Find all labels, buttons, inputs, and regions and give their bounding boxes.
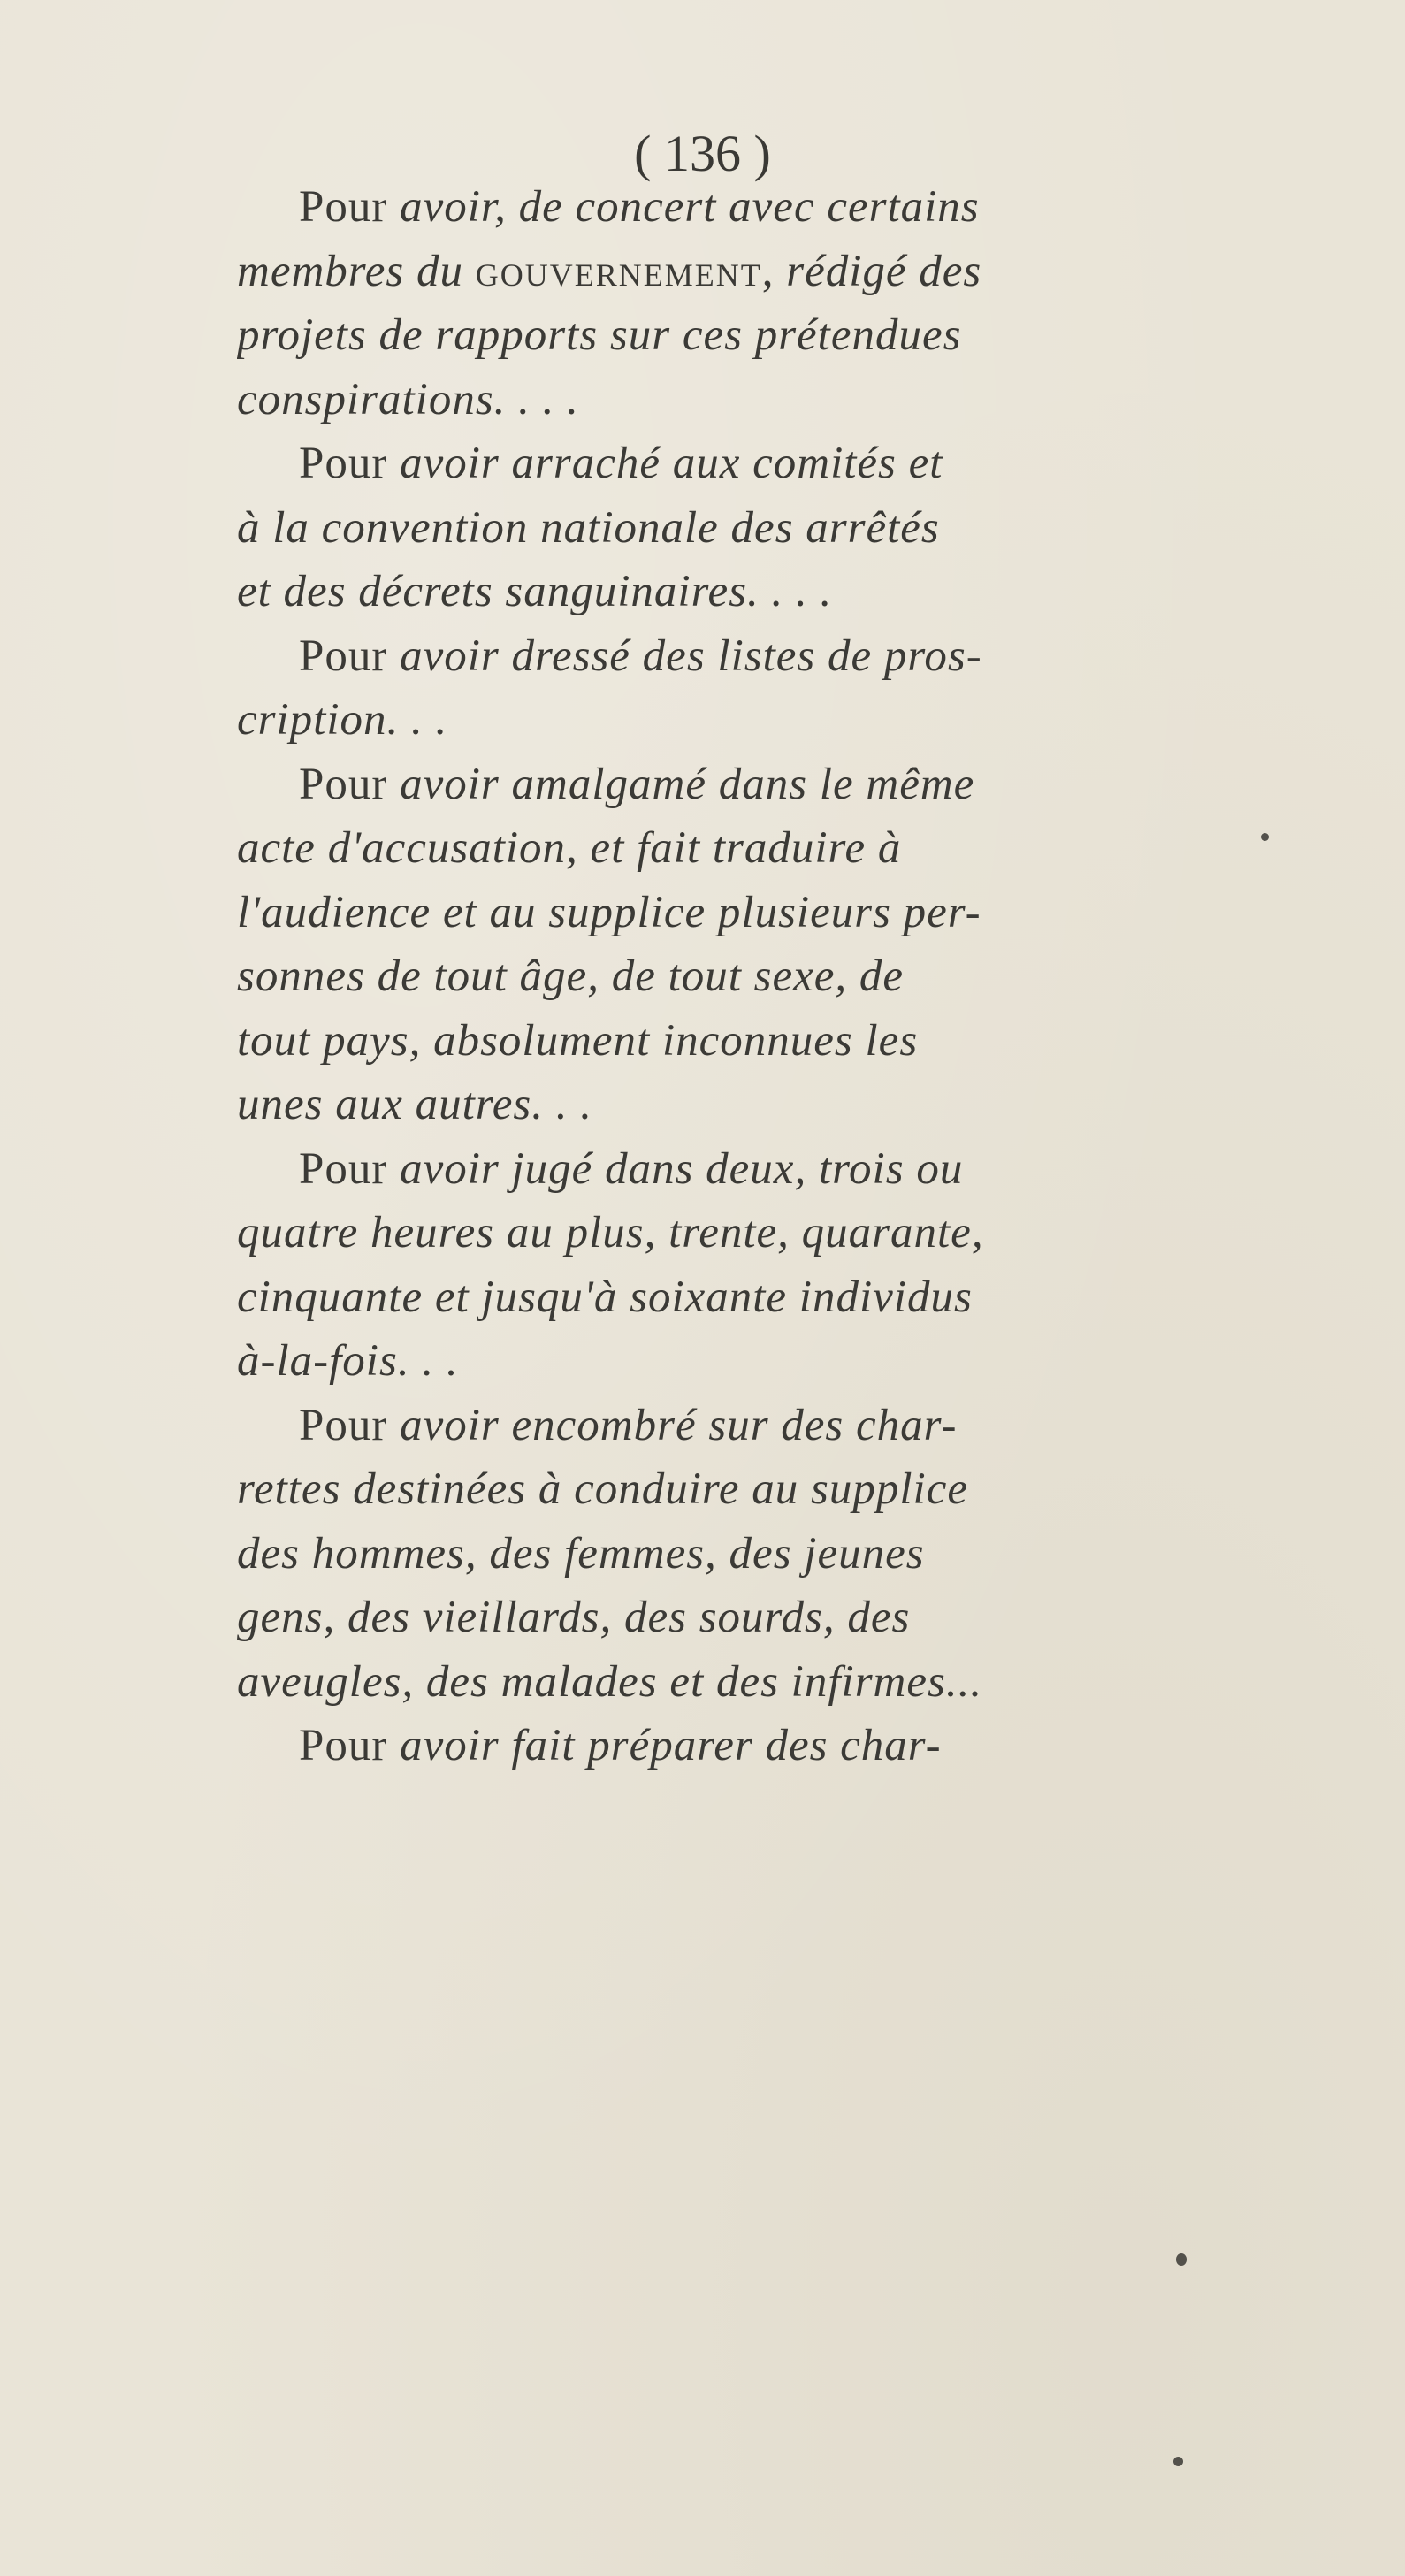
text-line: [237, 303, 1245, 368]
text-line: [237, 432, 1245, 496]
text-line: [237, 753, 1245, 817]
text-segment: à-la-fois. . .: [237, 1336, 459, 1386]
text-segment: Pour: [299, 1721, 401, 1770]
text-line: [237, 1586, 1245, 1650]
text-line: [237, 1137, 1245, 1202]
text-segment: Pour: [299, 759, 401, 809]
text-line: [237, 688, 1245, 753]
text-segment: sonnes de tout âge, de tout sexe, de: [237, 952, 905, 1001]
text-line: [237, 1329, 1245, 1394]
text-segment: aveugles, des malades et des infirmes...: [237, 1656, 983, 1707]
text-line: [237, 1201, 1245, 1265]
text-segment: Pour: [299, 1400, 401, 1450]
text-line: [237, 1265, 1245, 1330]
text-segment: cinquante et jusqu'à soixante individus: [237, 1272, 973, 1322]
text-segment: projets de rapports sur ces prétendues: [237, 310, 962, 360]
text-segment: quatre heures au plus, trente, quarante,: [237, 1208, 984, 1257]
text-line: [237, 1522, 1245, 1586]
text-segment: avoir jugé dans deux, trois ou: [400, 1143, 964, 1194]
text-segment: l'audience et au supplice plusieurs per-: [237, 887, 981, 937]
text-segment: à la convention nationale des arrêtés: [237, 502, 940, 553]
text-segment: cription. . .: [237, 695, 448, 745]
text-segment: acte d'accusation, et fait traduire à: [237, 823, 902, 873]
text-line: [237, 496, 1245, 561]
text-segment: gens, des vieillards, des sourds, des: [237, 1593, 911, 1642]
text-line: [237, 816, 1245, 881]
text-line: [237, 1394, 1245, 1458]
text-segment: avoir amalgamé dans le même: [400, 759, 975, 809]
text-segment: rettes destinées à conduire au supplice: [237, 1464, 968, 1514]
text-segment: Pour: [299, 1143, 401, 1194]
body-text: [237, 175, 1245, 1778]
text-line: [237, 1650, 1245, 1715]
text-line: [237, 881, 1245, 945]
text-line: [237, 560, 1245, 624]
text-segment: unes aux autres. . .: [237, 1080, 592, 1129]
text-segment: Pour: [299, 631, 401, 681]
text-segment: Pour: [299, 439, 401, 488]
text-segment: et des décrets sanguinaires. . . .: [237, 567, 833, 616]
text-segment: avoir fait préparer des char-: [400, 1721, 942, 1770]
text-segment: gouvernement: [475, 246, 762, 296]
text-line: [237, 1457, 1245, 1522]
text-segment: avoir arraché aux comités et: [400, 439, 943, 488]
text-line: [237, 175, 1245, 240]
text-segment: avoir dressé des listes de pros-: [400, 631, 982, 681]
text-segment: avoir encombré sur des char-: [400, 1400, 958, 1450]
text-line: [237, 1073, 1245, 1137]
text-line: [237, 624, 1245, 689]
text-segment: des hommes, des femmes, des jeunes: [237, 1528, 925, 1578]
ink-spot: [1176, 2253, 1187, 2266]
text-segment: Pour: [299, 182, 401, 232]
ink-spot: [1173, 2457, 1183, 2466]
text-segment: tout pays, absolument inconnues les: [237, 1015, 919, 1066]
text-line: [237, 1714, 1245, 1778]
ink-spot: [1261, 833, 1269, 841]
text-segment: rédigé des: [786, 246, 982, 296]
text-line: [237, 240, 1245, 304]
text-segment: avoir, de concert avec certains: [400, 182, 980, 232]
page-number: ( 136 ): [634, 125, 771, 182]
text-segment: ,: [761, 246, 787, 296]
text-segment: membres du: [237, 246, 476, 296]
text-line: [237, 944, 1245, 1009]
text-segment: conspirations. . . .: [237, 374, 579, 424]
text-line: [237, 368, 1245, 432]
text-line: [237, 1009, 1245, 1074]
